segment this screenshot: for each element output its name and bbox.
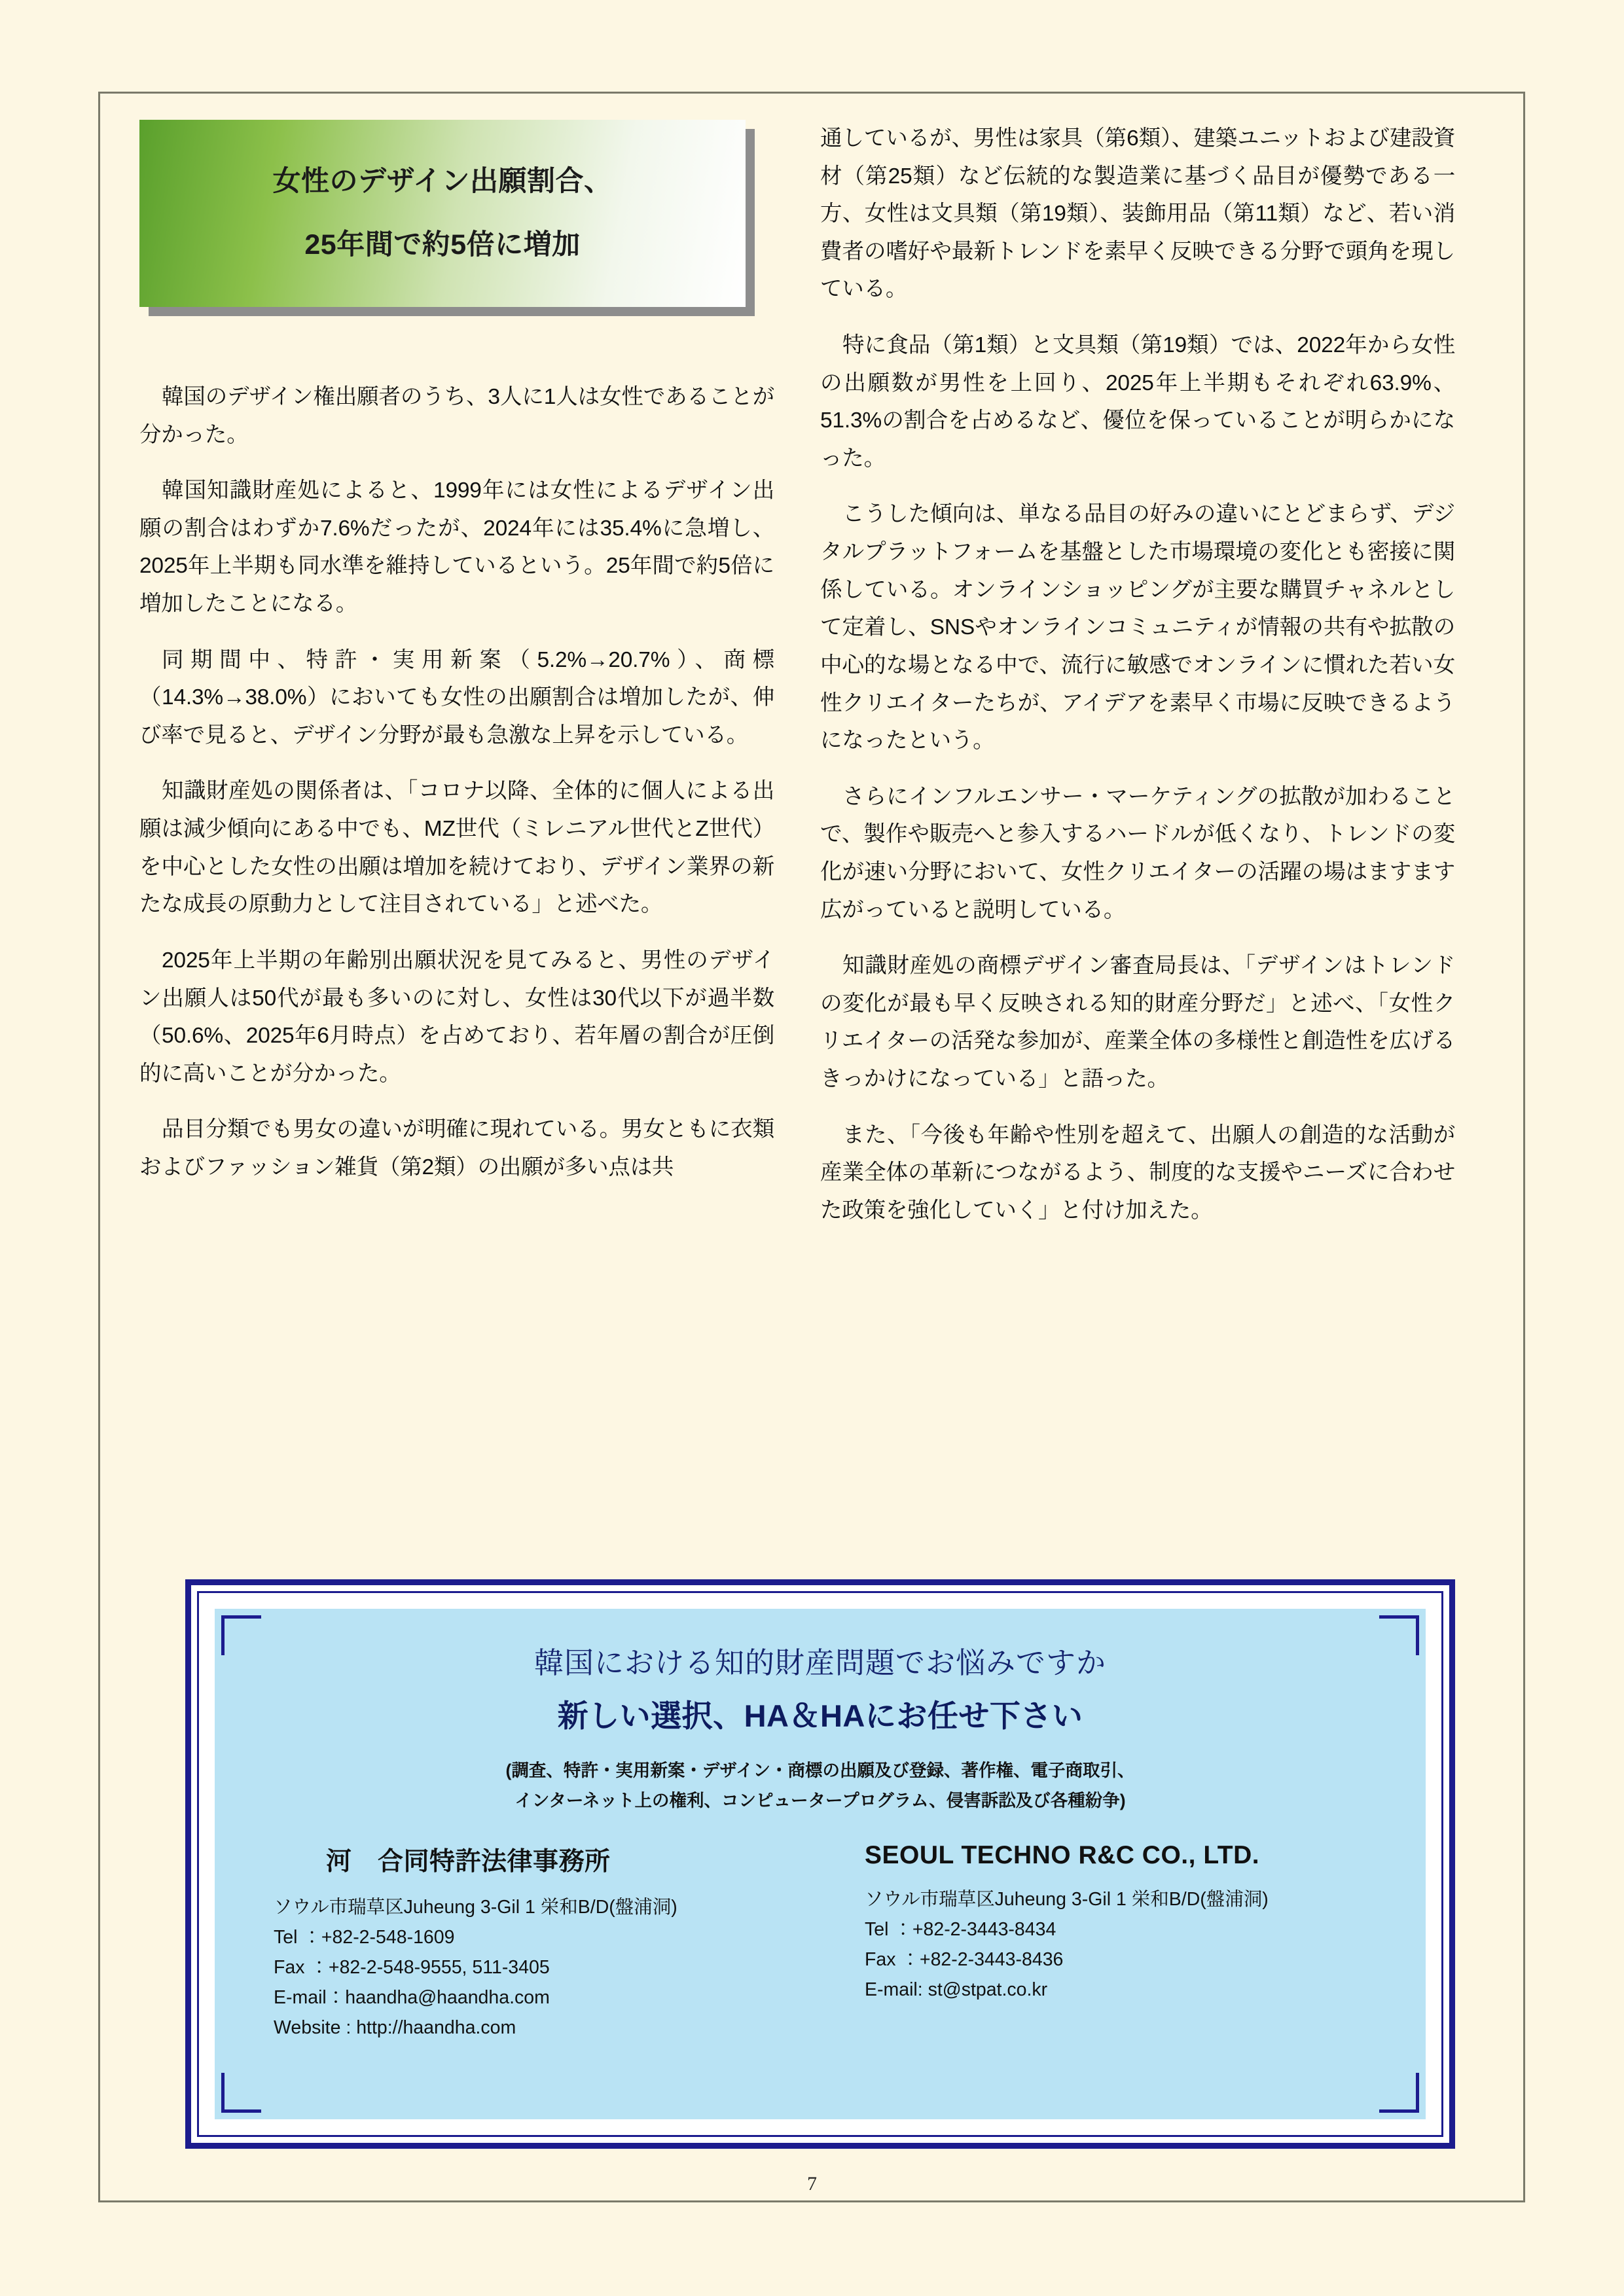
paragraph: また、「今後も年齢や性別を超えて、出願人の創造的な活動が産業全体の革新につながるよう、制度的な支援やニーズに合わせた政策を強化していく」と付け加えた。: [820, 1122, 1455, 1223]
page-number: 7: [807, 2173, 817, 2195]
firm-left-email[interactable]: E-mail：haandha@haandha.com: [274, 1987, 550, 2009]
firm-right-email[interactable]: E-mail: st@stpat.co.kr: [865, 1979, 1048, 2001]
firm-left: [266, 1841, 820, 2043]
advertisement-panel: [215, 1609, 1426, 2119]
corner-ornament-bottom-left: [221, 2073, 261, 2113]
corner-ornament-bottom-right: [1379, 2073, 1419, 2113]
firm-left-tel: Tel ：+82-2-548-1609: [274, 1926, 455, 1948]
paragraph: 韓国のデザイン権出願者のうち、3人に1人は女性であることが分かった。: [139, 385, 774, 447]
advert-contact-columns: [253, 1841, 1388, 2043]
headline-banner: [139, 120, 755, 316]
firm-right-address: ソウル市瑞草区Juheung 3-Gil 1 栄和B/D(盤浦洞): [865, 1888, 1269, 1910]
paragraph: 韓国知識財産処によると、1999年には女性によるデザイン出願の割合はわずか7.6%だったが、2024年には35.4%に急増し、2025年上半期も同水準を維持しているという。25年間で約5倍に増加したことになる。: [139, 478, 774, 617]
firm-right: [820, 1841, 1375, 2043]
corner-ornament-top-left: [221, 1615, 261, 1655]
paragraph: 知識財産処の関係者は、「コロナ以降、全体的に個人による出願は減少傾向にある中でも、MZ世代（ミレニアル世代とZ世代）を中心とした女性の出願は増加を続けており、デザイン業界の新たな成長の原動力として注目されている」と述べた。: [139, 779, 774, 917]
advert-title-primary: 韓国における知的財産問題でお悩みですか: [533, 1646, 1106, 1679]
firm-right-name: SEOUL TECHNO R&C CO., LTD.: [865, 1840, 1260, 1869]
paragraph: 通しているが、男性は家具（第6類）、建築ユニットおよび建設資材（第25類）など伝統的な製造業に基づく品目が優勢である一方、女性は文具類（第19類）、装飾用品（第11類）など、若い消費者の嗜好や最新トレンドを素早く反映できる分野で頭角を現している。: [820, 126, 1455, 302]
firm-left-website[interactable]: Website : http://haandha.com: [274, 2017, 516, 2039]
advertisement-box: [185, 1579, 1455, 2149]
headline-line-1: 女性のデザイン出願割合、: [272, 165, 613, 197]
paragraph: 2025年上半期の年齢別出願状況を見てみると、男性のデザイン出願人は50代が最も多いのに対し、女性は30代以下が過半数（50.6%、2025年6月時点）を占めており、若年層の割合が圧倒的に高いことが分かった。: [139, 948, 774, 1086]
advert-title-secondary: 新しい選択、HA＆HAにお任せ下さい: [557, 1698, 1083, 1733]
paragraph: 知識財産処の商標デザイン審査局長は、「デザインはトレンドの変化が最も早く反映される知的財産分野だ」と述べ、「女性クリエイターの活発な参加が、産業全体の多様性と創造性を広げるきっかけになっている」と語った。: [820, 954, 1455, 1092]
paragraph: こうした傾向は、単なる品目の好みの違いにとどまらず、デジタルプラットフォームを基盤とした市場環境の変化とも密接に関係している。オンラインショッピングが主要な購買チャネルとして定着し、SNSやオンラインコミュニティが情報の共有や拡散の中心的な場となる中で、流行に敏感でオンラインに慣れた若い女性クリエイターたちが、アイデアを素早く市場に反映できるようになったという。: [820, 502, 1455, 753]
advert-subtitle-line-2: インターネット上の権利、コンピュータープログラム、侵害訴訟及び各種紛争): [514, 1791, 1126, 1811]
advert-subtitle-line-1: (調査、特許・実用新案・デザイン・商標の出願及び登録、著作権、電子商取引、: [505, 1761, 1135, 1780]
headline-line-2: 25年間で約5倍に増加: [304, 229, 581, 260]
corner-ornament-top-right: [1379, 1615, 1419, 1655]
paragraph: 同期間中、特許・実用新案（5.2%→20.7%）、商標（14.3%→38.0%）においても女性の出願割合は増加したが、伸び率で見ると、デザイン分野が最も急激な上昇を示している。: [139, 647, 774, 747]
advert-subtitle: [253, 1755, 1388, 1816]
paragraph: さらにインフルエンサー・マーケティングの拡散が加わることで、製作や販売へと参入するハードルが低くなり、トレンドの変化が速い分野において、女性クリエイターの活躍の場はますます広がっていると説明している。: [820, 784, 1455, 922]
firm-right-tel: Tel ：+82-2-3443-8434: [865, 1918, 1056, 1940]
left-column: [139, 120, 774, 1247]
firm-right-fax: Fax ：+82-2-3443-8436: [865, 1949, 1064, 1971]
firm-left-name: 河 合同特許法律事務所: [326, 1847, 611, 1876]
headline-box: [139, 120, 746, 307]
paragraph: 品目分類でも男女の違いが明確に現れている。男女ともに衣類およびファッション雑貨（第2類）の出願が多い点は共: [139, 1117, 774, 1179]
page-frame: [98, 92, 1525, 2202]
paragraph: 特に食品（第1類）と文具類（第19類）では、2022年から女性の出願数が男性を上回り、2025年上半期もそれぞれ63.9%、51.3%の割合を占めるなど、優位を保っていることが明らかになった。: [820, 333, 1455, 471]
article-columns: [139, 120, 1455, 1247]
firm-left-address: ソウル市瑞草区Juheung 3-Gil 1 栄和B/D(盤浦洞): [274, 1896, 677, 1918]
advertisement-inner-border: [197, 1591, 1443, 2137]
right-column: [820, 120, 1455, 1247]
firm-left-fax: Fax ：+82-2-548-9555, 511-3405: [274, 1957, 550, 1979]
